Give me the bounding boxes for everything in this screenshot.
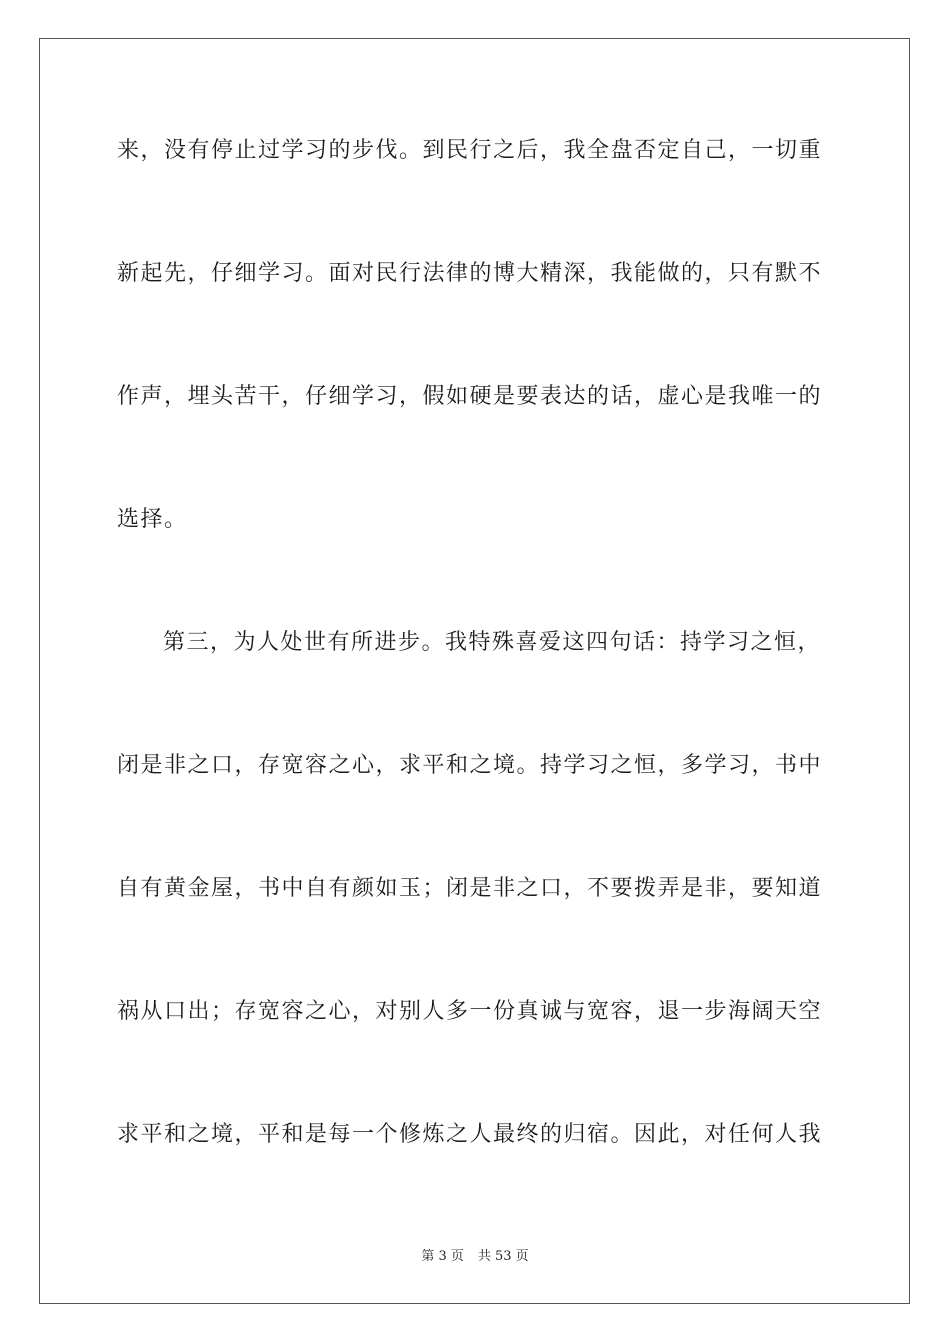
page-footer [0,1248,950,1266]
body-line-8: 祸从口出；存宽容之心，对别人多一份真诚与宽容，退一步海阔天空 [117,999,823,1024]
body-line-7: 自有黄金屋，书中自有颜如玉；闭是非之口，不要拨弄是非，要知道 [117,876,823,901]
body-line-4: 选择。 [117,507,188,532]
page-border [39,38,910,1304]
body-line-3: 作声，埋头苦干，仔细学习，假如硬是要表达的话，虚心是我唯一的 [117,384,823,409]
body-line-5-paragraph-start: 第三，为人处世有所进步。我特殊喜爱这四句话：持学习之恒， [163,630,822,655]
body-line-9: 求平和之境，平和是每一个修炼之人最终的归宿。因此，对任何人我 [117,1122,823,1147]
body-line-6: 闭是非之口，存宽容之心，求平和之境。持学习之恒，多学习，书中 [117,753,823,778]
body-line-1: 来，没有停止过学习的步伐。到民行之后，我全盘否定自己，一切重 [117,138,823,163]
page-number: 第 3 页 [421,1249,464,1264]
body-line-2: 新起先，仔细学习。面对民行法律的博大精深，我能做的，只有默不 [117,261,823,286]
page-total: 共 53 页 [477,1249,529,1264]
